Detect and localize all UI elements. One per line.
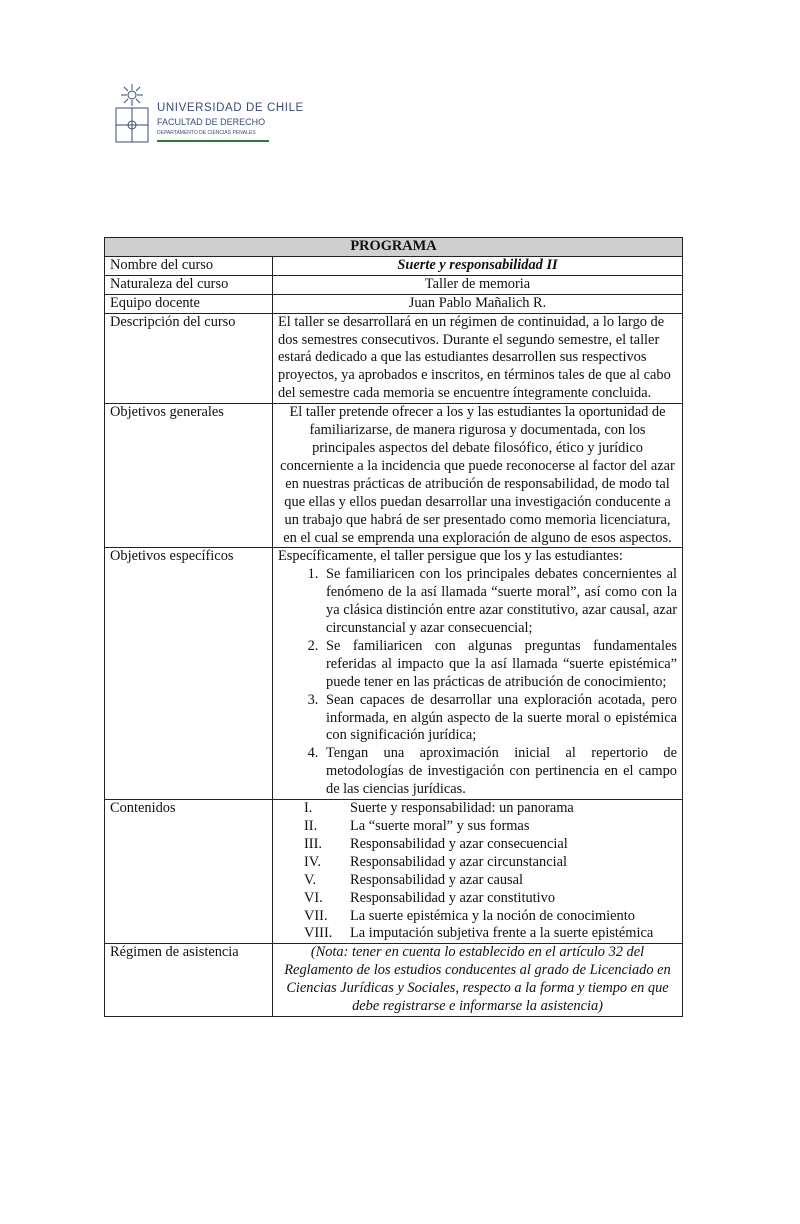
table-row [105,404,683,548]
course-description: El taller se desarrollará en un régimen de continuidad, a lo largo de dos semestres consecutivos. Durante el segundo semestre, el taller estará dedicado a que las estudiantes desarrollen sus respectivos proyectos, ya aprobados e inscritos, en términos tales de que al cabo del semestre cada memoria se encuentre íntegramente concluida. [273,313,683,404]
row-label: Naturaleza del curso [105,275,273,294]
table-row [105,944,683,1017]
teaching-team: Juan Pablo Mañalich R. [273,294,683,313]
list-item: III. Responsabilidad y azar consecuencial [304,835,568,852]
table-header-row [105,238,683,257]
program-table [104,237,683,1017]
general-objectives: El taller pretende ofrecer a los y las estudiantes la oportunidad de familiarizarse, de manera rigurosa y documentada, con los principales aspectos del debate filosófico, ético y jurídico concerniente a la incidencia que puede reconocerse al factor del azar en nuestras prácticas de atribución de responsabilidad, de modo tal que ellas y ellos puedan desarrollar una investigación conducente a un trabajo que habrá de ser presentado como memoria licenciatura, en el cual se emprenda una exploración de alguno de esos aspectos. [273,404,683,548]
university-seal-icon [112,84,152,146]
list-item: I. Suerte y responsabilidad: un panorama [304,800,574,817]
table-row [105,256,683,275]
row-label: Régimen de asistencia [105,944,273,1017]
list-item: V. Responsabilidad y azar causal [304,871,524,888]
department-name: DEPARTAMENTO DE CIENCIAS PENALES [157,130,256,136]
list-item: 4. Tengan una aproximación inicial al repertorio de metodologías de investigación con pertinencia en el campo de las ciencias jurídicas. [322,745,677,799]
attendance-note: (Nota: tener en cuenta lo establecido en el artículo 32 del Reglamento de los estudios conducentes al grado de Licenciado en Ciencias Jurídicas y Sociales, respecto a la forma y tiempo en que debe registrarse e informarse la asistencia) [273,944,683,1017]
row-label: Nombre del curso [105,256,273,275]
specific-objectives-list [278,566,677,799]
list-item: 3. Sean capaces de desarrollar una exploración acotada, pero informada, en algún aspecto de la suerte moral o epistémica con significación jurídica; [322,692,677,746]
row-label: Objetivos generales [105,404,273,548]
list-item: 1. Se familiaricen con los principales debates concernientes al fenómeno de la así llamada “suerte moral”, así como con la ya clásica distinción entre azar constitutivo, azar causal, azar circunstancial y azar consecuencial; [322,566,677,638]
course-nature: Taller de memoria [273,275,683,294]
list-item: VII. La suerte epistémica y la noción de conocimiento [304,907,635,924]
contents [273,800,683,944]
table-row [105,800,683,944]
table-row [105,313,683,404]
university-logo [112,84,304,146]
table-row [105,294,683,313]
list-item: VIII. La imputación subjetiva frente a la suerte epistémica [304,925,654,942]
specific-objectives [273,548,683,800]
table-row [105,275,683,294]
faculty-name: FACULTAD DE DERECHO [157,117,266,127]
list-item: IV. Responsabilidad y azar circunstancial [304,853,567,870]
course-name: Suerte y responsabilidad II [273,256,683,275]
contents-list [278,800,677,943]
list-item: 2. Se familiaricen con algunas preguntas fundamentales referidas al impacto que la así llamada “suerte epistémica” puede tener en las prácticas de atribución de conocimiento; [322,638,677,692]
university-name: UNIVERSIDAD DE CHILE [157,102,304,114]
table-row [105,548,683,800]
list-item: VI. Responsabilidad y azar constitutivo [304,889,556,906]
row-label: Contenidos [105,800,273,944]
row-label: Objetivos específicos [105,548,273,800]
specific-objectives-intro: Específicamente, el taller persigue que los y las estudiantes: [278,548,623,565]
list-item: II. La “suerte moral” y sus formas [304,818,530,834]
table-title: PROGRAMA [105,238,683,257]
row-label: Equipo docente [105,294,273,313]
row-label: Descripción del curso [105,313,273,404]
logo-divider [157,140,269,142]
